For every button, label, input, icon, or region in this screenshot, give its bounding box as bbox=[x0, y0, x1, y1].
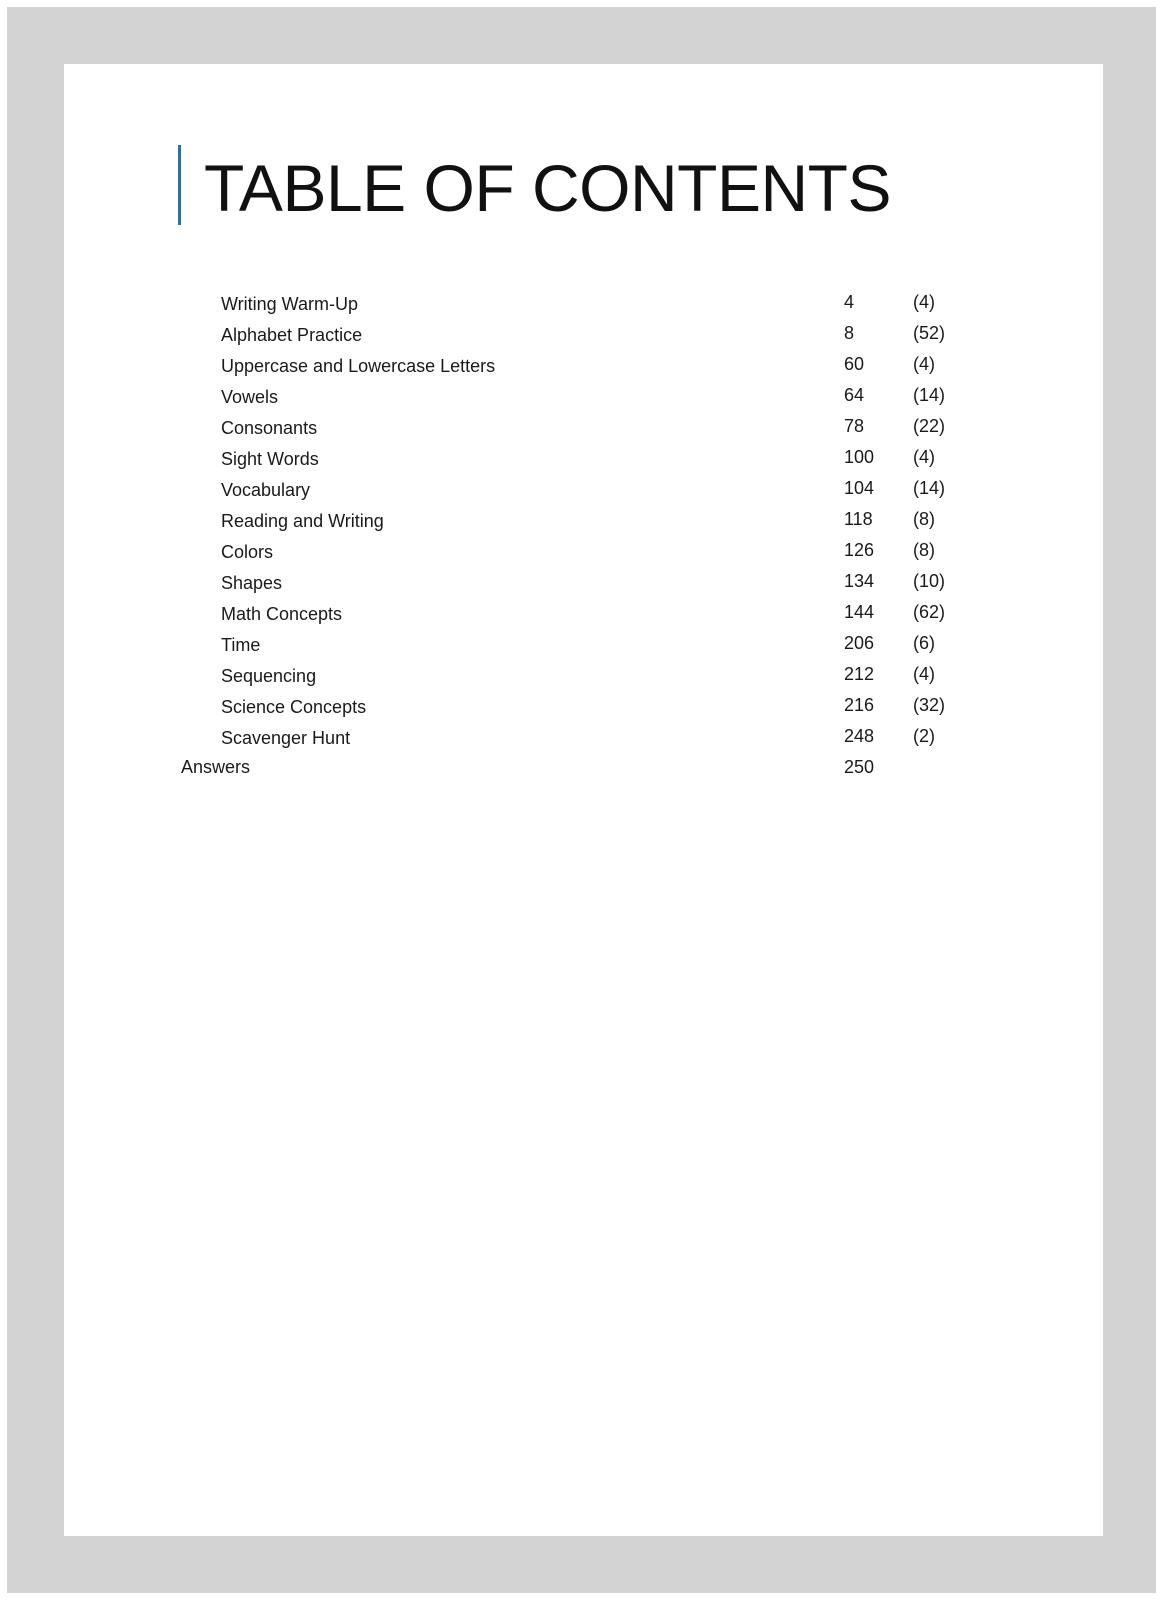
toc-entry-count: (62) bbox=[913, 602, 946, 622]
toc-entry-page: 78 bbox=[844, 416, 865, 436]
toc-entry-page: 8 bbox=[844, 323, 855, 343]
toc-entry-answers[interactable] bbox=[0, 753, 1163, 781]
toc-entry-count: (8) bbox=[913, 509, 935, 529]
toc-entry-count: (8) bbox=[913, 540, 935, 560]
toc-entry-consonants[interactable] bbox=[0, 412, 1163, 440]
toc-entry-reading-writing[interactable] bbox=[0, 505, 1163, 533]
toc-entry-scavenger-hunt[interactable] bbox=[0, 722, 1163, 750]
toc-entry-label: Vowels bbox=[221, 387, 279, 407]
toc-entry-label: Scavenger Hunt bbox=[221, 728, 351, 748]
toc-entry-colors[interactable] bbox=[0, 536, 1163, 564]
toc-entry-label: Answers bbox=[181, 757, 251, 777]
toc-entry-vocabulary[interactable] bbox=[0, 474, 1163, 502]
toc-entry-label: Shapes bbox=[221, 573, 283, 593]
toc-entry-label: Sequencing bbox=[221, 666, 317, 686]
toc-entry-label: Sight Words bbox=[221, 449, 319, 469]
toc-entry-page: 250 bbox=[844, 757, 875, 777]
document-page bbox=[64, 64, 1103, 1536]
toc-entry-label: Colors bbox=[221, 542, 274, 562]
toc-entry-count: (4) bbox=[913, 354, 935, 374]
toc-entry-label: Uppercase and Lowercase Letters bbox=[221, 356, 496, 376]
toc-entry-count: (2) bbox=[913, 726, 935, 746]
toc-entry-count: (4) bbox=[913, 447, 935, 467]
toc-entry-sequencing[interactable] bbox=[0, 660, 1163, 688]
toc-entry-count: (14) bbox=[913, 385, 946, 405]
toc-entry-count: (6) bbox=[913, 633, 935, 653]
toc-entry-count: (4) bbox=[913, 292, 935, 312]
toc-entry-uppercase-lowercase[interactable] bbox=[0, 350, 1163, 378]
toc-entry-math-concepts[interactable] bbox=[0, 598, 1163, 626]
toc-entry-label: Time bbox=[221, 635, 261, 655]
toc-entry-sight-words[interactable] bbox=[0, 443, 1163, 471]
toc-entry-label: Reading and Writing bbox=[221, 511, 384, 531]
toc-entry-count: (52) bbox=[913, 323, 946, 343]
toc-entry-label: Consonants bbox=[221, 418, 318, 438]
toc-entry-page: 64 bbox=[844, 385, 865, 405]
page-title: TABLE OF CONTENTS bbox=[204, 151, 892, 225]
toc-entry-science-concepts[interactable] bbox=[0, 691, 1163, 719]
toc-entry-page: 60 bbox=[844, 354, 865, 374]
toc-entry-label: Vocabulary bbox=[221, 480, 311, 500]
toc-entry-page: 100 bbox=[844, 447, 875, 467]
toc-entry-page: 248 bbox=[844, 726, 875, 746]
toc-entry-count: (4) bbox=[913, 664, 935, 684]
toc-entry-label: Alphabet Practice bbox=[221, 325, 363, 345]
toc-entry-page: 144 bbox=[844, 602, 875, 622]
toc-entry-count: (32) bbox=[913, 695, 946, 715]
toc-entry-count: (14) bbox=[913, 478, 946, 498]
toc-entry-label: Science Concepts bbox=[221, 697, 367, 717]
toc-entry-count: (22) bbox=[913, 416, 946, 436]
toc-entry-page: 118 bbox=[844, 509, 873, 529]
toc-entry-page: 134 bbox=[844, 571, 875, 591]
toc-entry-page: 206 bbox=[844, 633, 875, 653]
toc-entry-page: 216 bbox=[844, 695, 875, 715]
toc-entry-page: 104 bbox=[844, 478, 875, 498]
toc-entry-page: 4 bbox=[844, 292, 855, 312]
toc-entry-label: Math Concepts bbox=[221, 604, 343, 624]
toc-entry-count: (10) bbox=[913, 571, 946, 591]
toc-entry-page: 126 bbox=[844, 540, 875, 560]
toc-entry-time[interactable] bbox=[0, 629, 1163, 657]
toc-entry-shapes[interactable] bbox=[0, 567, 1163, 595]
toc-entry-label: Writing Warm-Up bbox=[221, 294, 359, 314]
title-accent-bar bbox=[178, 145, 181, 225]
toc-entry-page: 212 bbox=[844, 664, 875, 684]
toc-entry-alphabet-practice[interactable] bbox=[0, 319, 1163, 347]
toc-entry-vowels[interactable] bbox=[0, 381, 1163, 409]
toc-entry-writing-warm-up[interactable] bbox=[0, 288, 1163, 316]
